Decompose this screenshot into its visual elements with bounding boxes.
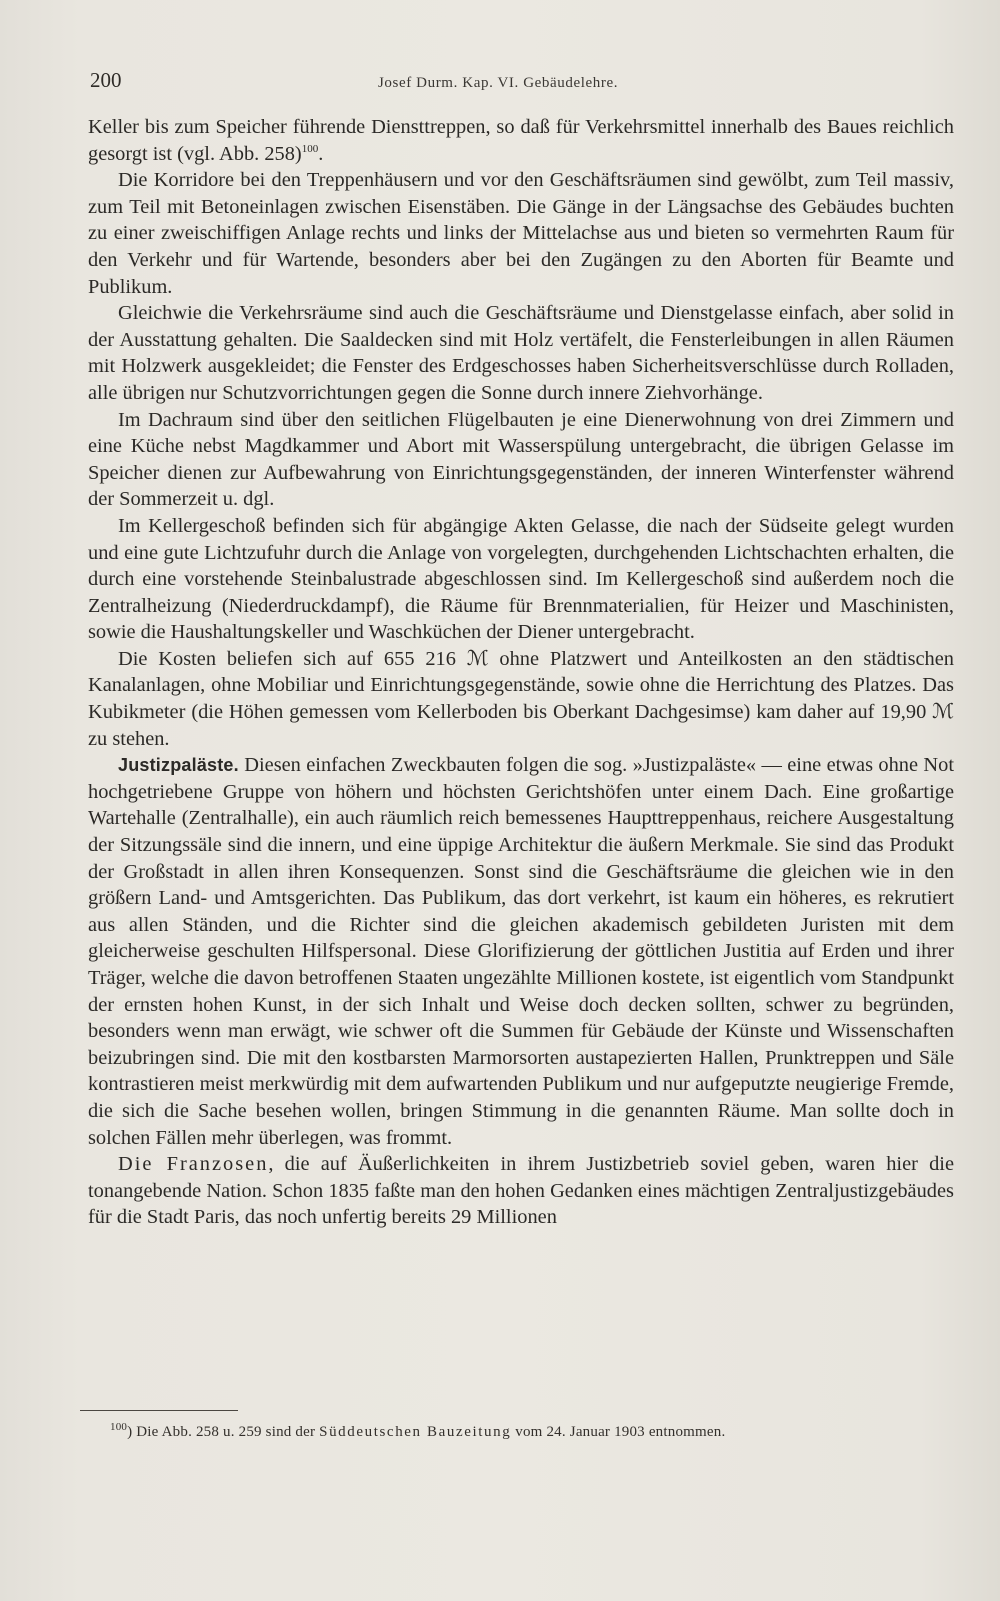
footnote-marker: 100 bbox=[110, 1421, 128, 1433]
page-number: 200 bbox=[90, 68, 122, 92]
footnote-source: Süddeutschen Bauzeitung bbox=[319, 1424, 512, 1440]
paragraph bbox=[88, 1151, 954, 1231]
footnote bbox=[110, 1422, 930, 1442]
paragraph: Die Korridore bei den Treppenhäusern und vor den Geschäftsräumen sind gewölbt, zum Teil massiv, zum Teil mit Betoneinlagen zwischen Eisenstäben. Die Gänge in der Längsachse des Gebäudes buchten zu einer zweischiffigen Anlage rechts und links der Mittelachse aus und bieten so vermehrten Raum für den Verkehr und für Wartende, besonders aber bei den Zugängen zu den Aborten für Beamte und Publikum. bbox=[88, 169, 954, 298]
page-header bbox=[90, 68, 950, 98]
footnote-text: ) Die Abb. 258 u. 259 sind der bbox=[127, 1424, 320, 1440]
running-head: Josef Durm. Kap. VI. Gebäudelehre. bbox=[378, 75, 619, 91]
paragraph-text: Keller bis zum Speicher führende Diensttreppen, so daß für Verkehrsmittel innerhalb des Baues reichlich gesorgt ist (vgl. Abb. 258) bbox=[88, 116, 954, 165]
paragraph-end: . bbox=[318, 142, 324, 165]
paragraph: Im Dachraum sind über den seitlichen Flügelbauten je eine Dienerwohnung von drei Zimmern und eine Küche nebst Magdkammer und Abort mit Wasserspülung untergebracht, die übrigen Gelasse im Speicher dienen zur Aufbewahrung von Einrichtungsgegenständen, der inneren Winterfenster während der Sommerzeit u. dgl. bbox=[88, 408, 954, 511]
body-text bbox=[88, 114, 954, 1231]
emphasized-text: Die Franzosen bbox=[118, 1153, 269, 1176]
paragraph-text: , die auf Äußerlichkeiten in ihrem Justizbetrieb soviel geben, waren hier die tonangebende Nation. Schon 1835 faßte man den hohen Gedanken eines mächtigen Zentraljustizgebäudes für die Stadt Paris, das noch unfertig bereits 29 Millionen bbox=[88, 1153, 955, 1229]
paragraph-text: Diesen einfachen Zweckbauten folgen die sog. »Justizpaläste« — eine etwas ohne Not hochgetriebene Gruppe von höhern und höchsten Gerichtshöfen unter einem Dach. Eine großartige Wartehalle (Zentralhalle), ein auch räumlich reich bemessenes Haupttreppenhaus, reichere Ausgestaltung der Sitzungssäle sind die innern, und eine üppige Architektur die äußern Merkmale. Sie sind das Produkt der Großstadt in allen ihren Konsequenzen. Sonst sind die Geschäftsräume die gleichen wie in den größern Land- und Amtsgerichten. Das Publikum, das dort verkehrt, ist kaum ein höheres, es rekrutiert aus allen Ständen, und die Richter sind die gleichen akademisch gebildeten Juristen mit dem gleicherweise geschulten Hilfspersonal. Diese Glorifizierung der göttlichen Justitia auf Erden und ihrer Träger, welche die davon betroffenen Staaten ungezählte Millionen kostete, ist eigentlich vom Standpunkt der ernsten hohen Kunst, in der sich Inhalt und Weise doch decken sollten, schwer zu begründen, besonders wenn man erwägt, wie schwer oft die Summen für Gebäude der Künste und Wissenschaften beizubringen sind. Die mit den kostbarsten Marmorsorten austapezierten Hallen, Prunktreppen und Säle kontrastieren meist merkwürdig mit dem aufwartenden Publikum und nur aufgeputzte neugierige Fremde, die sich die Sache besehen wollen, bringen Stimmung in die genannten Räume. Man sollte doch in solchen Fällen mehr überlegen, was frommt. bbox=[88, 754, 954, 1149]
paragraph bbox=[88, 752, 954, 1151]
paragraph: Im Kellergeschoß befinden sich für abgängige Akten Gelasse, die nach der Südseite gelegt wurden und eine gute Lichtzufuhr durch die Anlage von vorgelegten, durchgehenden Lichtschachten erhalten, die durch eine vorstehende Steinbalustrade abgeschlossen sind. Im Kellergeschoß sind außerdem noch die Zentralheizung (Niederdruckdampf), die Räume für Brennmaterialien, für Heizer und Maschinisten, sowie die Haushaltungskeller und Waschküchen der Diener untergebracht. bbox=[88, 514, 954, 644]
footnote-text-end: vom 24. Januar 1903 entnommen. bbox=[511, 1424, 726, 1440]
paragraph: Gleichwie die Verkehrsräume sind auch die Geschäftsräume und Dienstgelasse einfach, aber solid in der Ausstattung gehalten. Die Saaldecken sind mit Holz vertäfelt, die Fensterleibungen in allen Räumen mit Holzwerk ausgekleidet; die Fenster des Erdgeschosses haben Sicherheitsverschlüsse durch Rolladen, alle übrigen nur Schutzvorrichtungen gegen die Sonne durch innere Ziehvorhänge. bbox=[88, 302, 954, 404]
paragraph: Die Kosten beliefen sich auf 655 216 ℳ ohne Platzwert und Anteilkosten an den städtischen Kanalanlagen, ohne Mobiliar und Einrichtungsgegenstände, sowie ohne die Herrichtung des Platzes. Das Kubikmeter (die Höhen gemessen vom Kellerboden bis Oberkant Dachgesimse) kam daher auf 19,90 ℳ zu stehen. bbox=[88, 647, 955, 750]
footnote-reference: 100 bbox=[301, 142, 319, 155]
footnote-divider bbox=[80, 1410, 238, 1411]
paragraph bbox=[88, 114, 954, 167]
section-heading: Justizpaläste. bbox=[118, 755, 239, 776]
